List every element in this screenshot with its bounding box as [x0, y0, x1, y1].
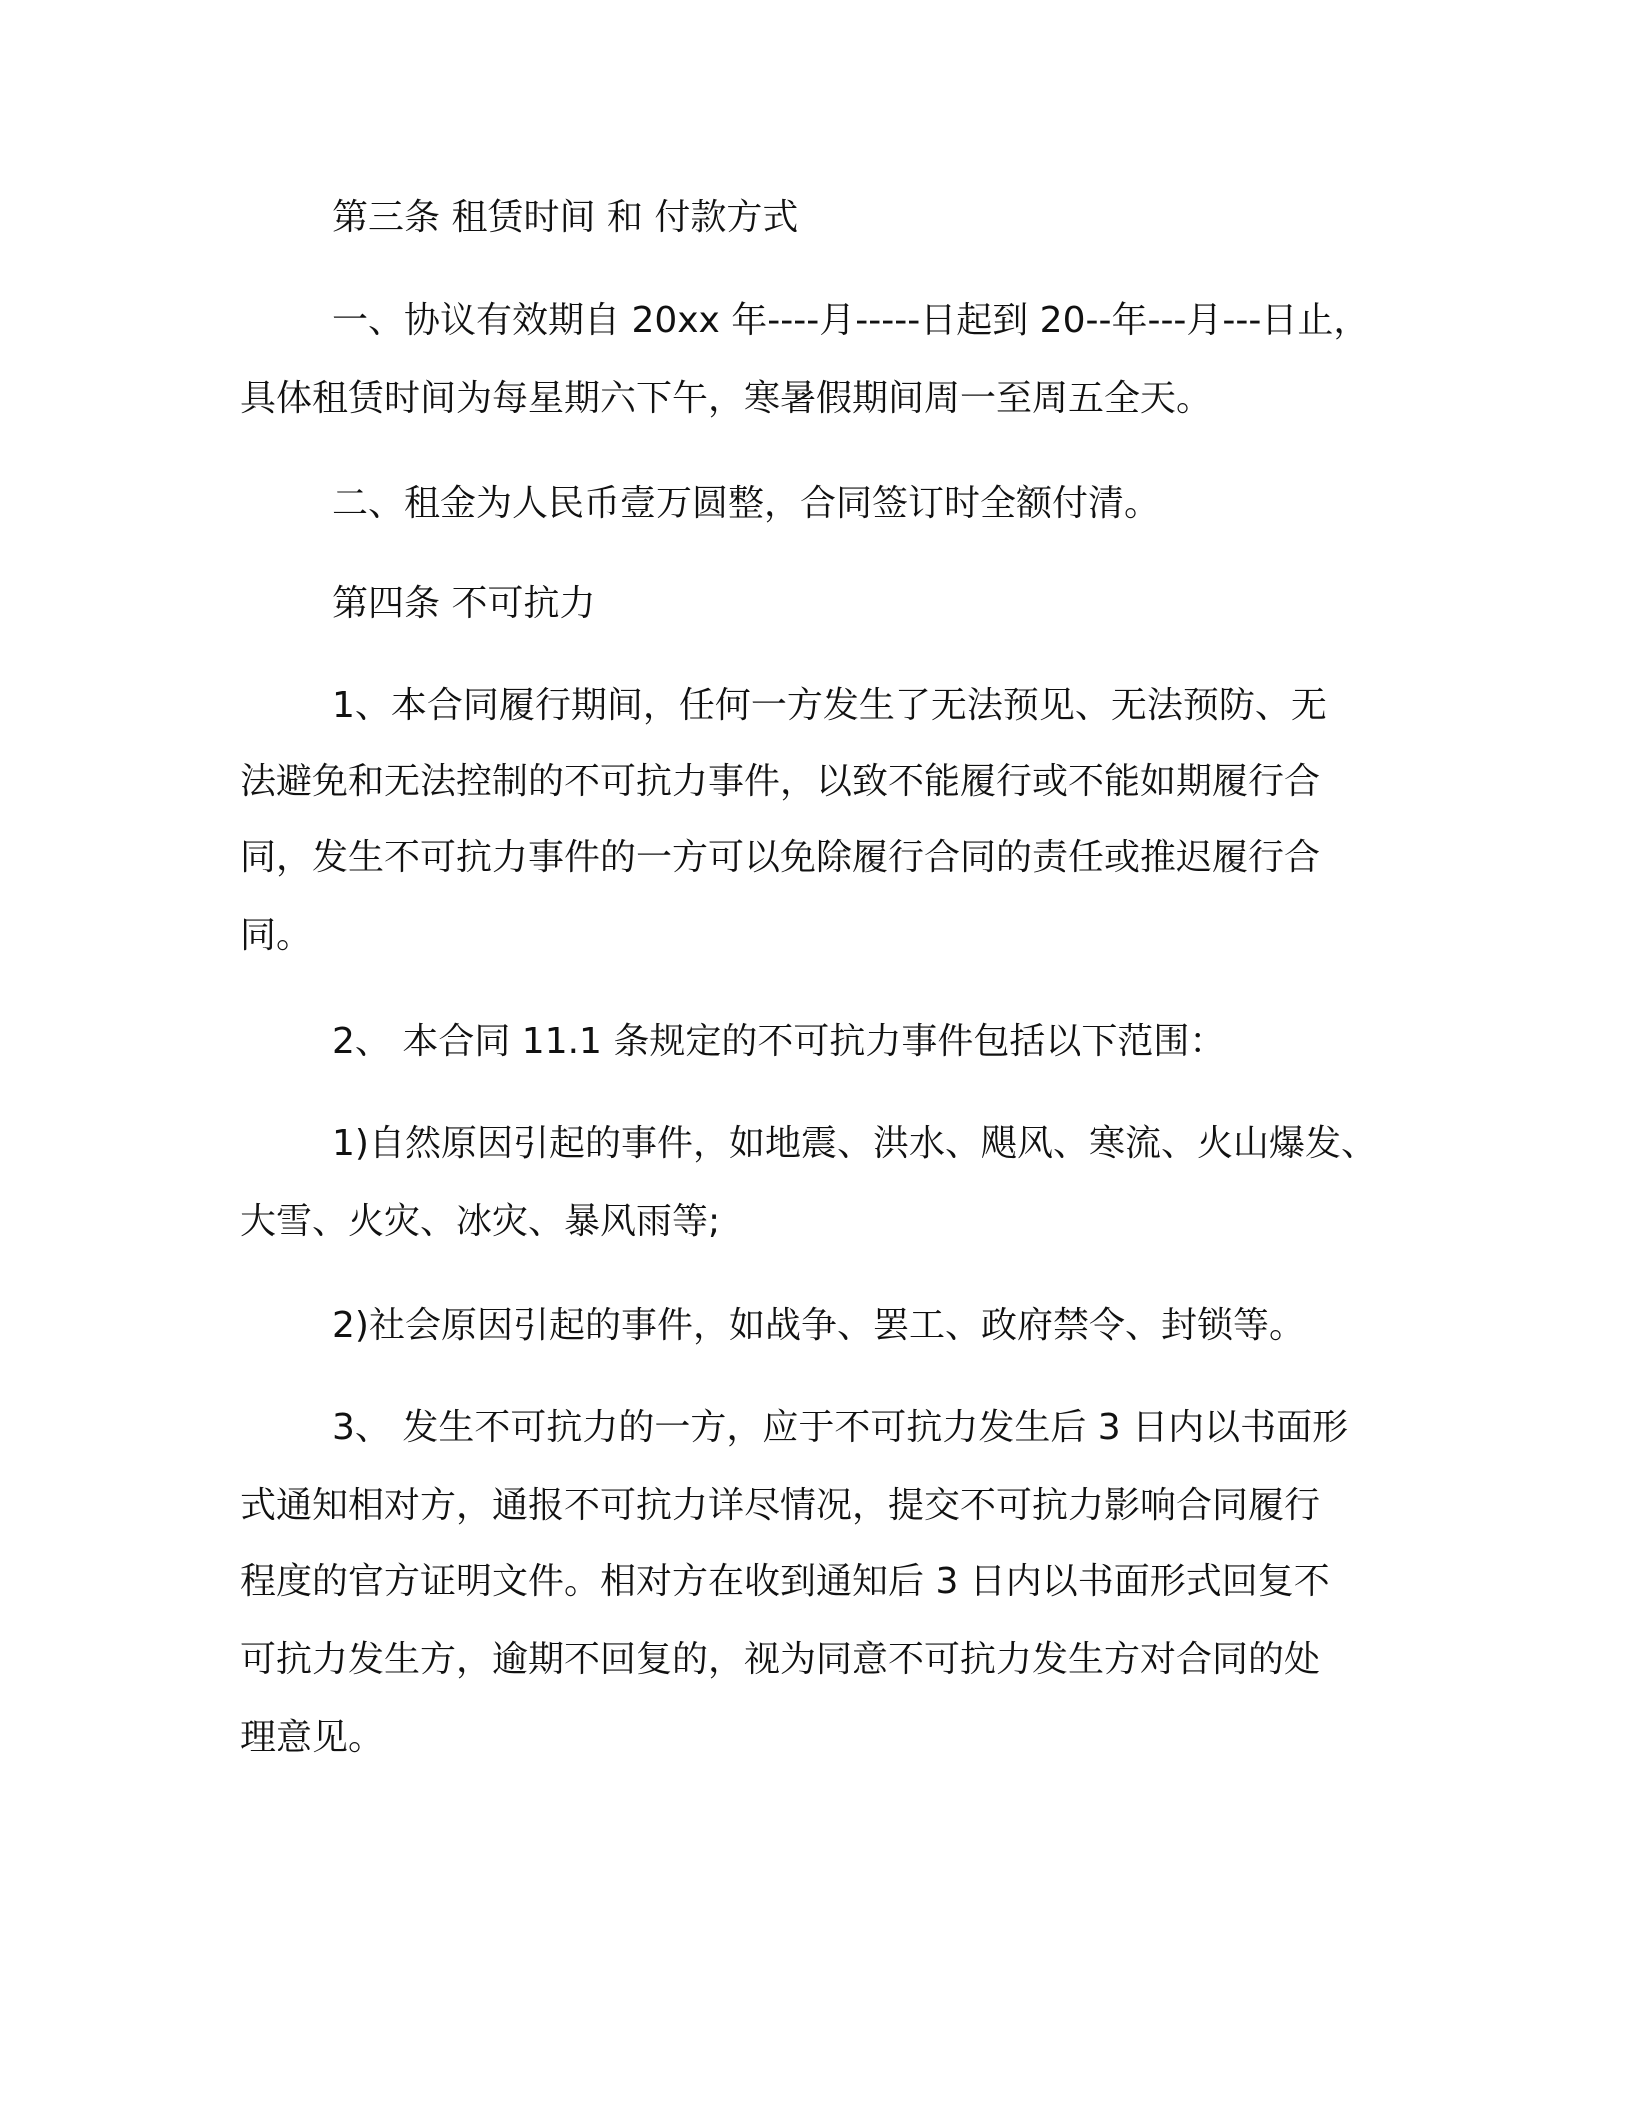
paragraph-line: 同。: [240, 915, 313, 956]
paragraph-line: 一、协议有效期自 20xx 年----月-----日起到 20--年---月---日止，: [332, 300, 1370, 341]
paragraph-line: 2、 本合同 11.1 条规定的不可抗力事件包括以下范围：: [332, 1021, 1226, 1062]
paragraph-line: 式通知相对方，通报不可抗力详尽情况，提交不可抗力影响合同履行: [240, 1485, 1321, 1526]
paragraph-line: 理意见。: [240, 1717, 385, 1758]
article-4-heading: 第四条 不可抗力: [332, 583, 596, 624]
paragraph-line: 1、本合同履行期间，任何一方发生了无法预见、无法预防、无: [332, 685, 1327, 726]
paragraph-line: 大雪、火灾、冰灾、暴风雨等;: [240, 1201, 721, 1242]
paragraph-line: 法避免和无法控制的不可抗力事件，以致不能履行或不能如期履行合: [240, 761, 1321, 802]
paragraph-line: 二、租金为人民币壹万圆整，合同签订时全额付清。: [332, 483, 1161, 524]
paragraph-line: 2)社会原因引起的事件，如战争、罢工、政府禁令、封锁等。: [332, 1305, 1305, 1346]
paragraph-line: 1)自然原因引起的事件，如地震、洪水、飓风、寒流、火山爆发、: [332, 1123, 1377, 1164]
paragraph-line: 3、 发生不可抗力的一方，应于不可抗力发生后 3 日内以书面形: [332, 1407, 1349, 1448]
paragraph-line: 同，发生不可抗力事件的一方可以免除履行合同的责任或推迟履行合: [240, 837, 1321, 878]
paragraph-line: 具体租赁时间为每星期六下午，寒暑假期间周一至周五全天。: [240, 378, 1213, 419]
paragraph-line: 可抗力发生方，逾期不回复的，视为同意不可抗力发生方对合同的处: [240, 1639, 1321, 1680]
article-3-heading: 第三条 租赁时间 和 付款方式: [332, 197, 799, 238]
paragraph-line: 程度的官方证明文件。相对方在收到通知后 3 日内以书面形式回复不: [240, 1561, 1330, 1602]
